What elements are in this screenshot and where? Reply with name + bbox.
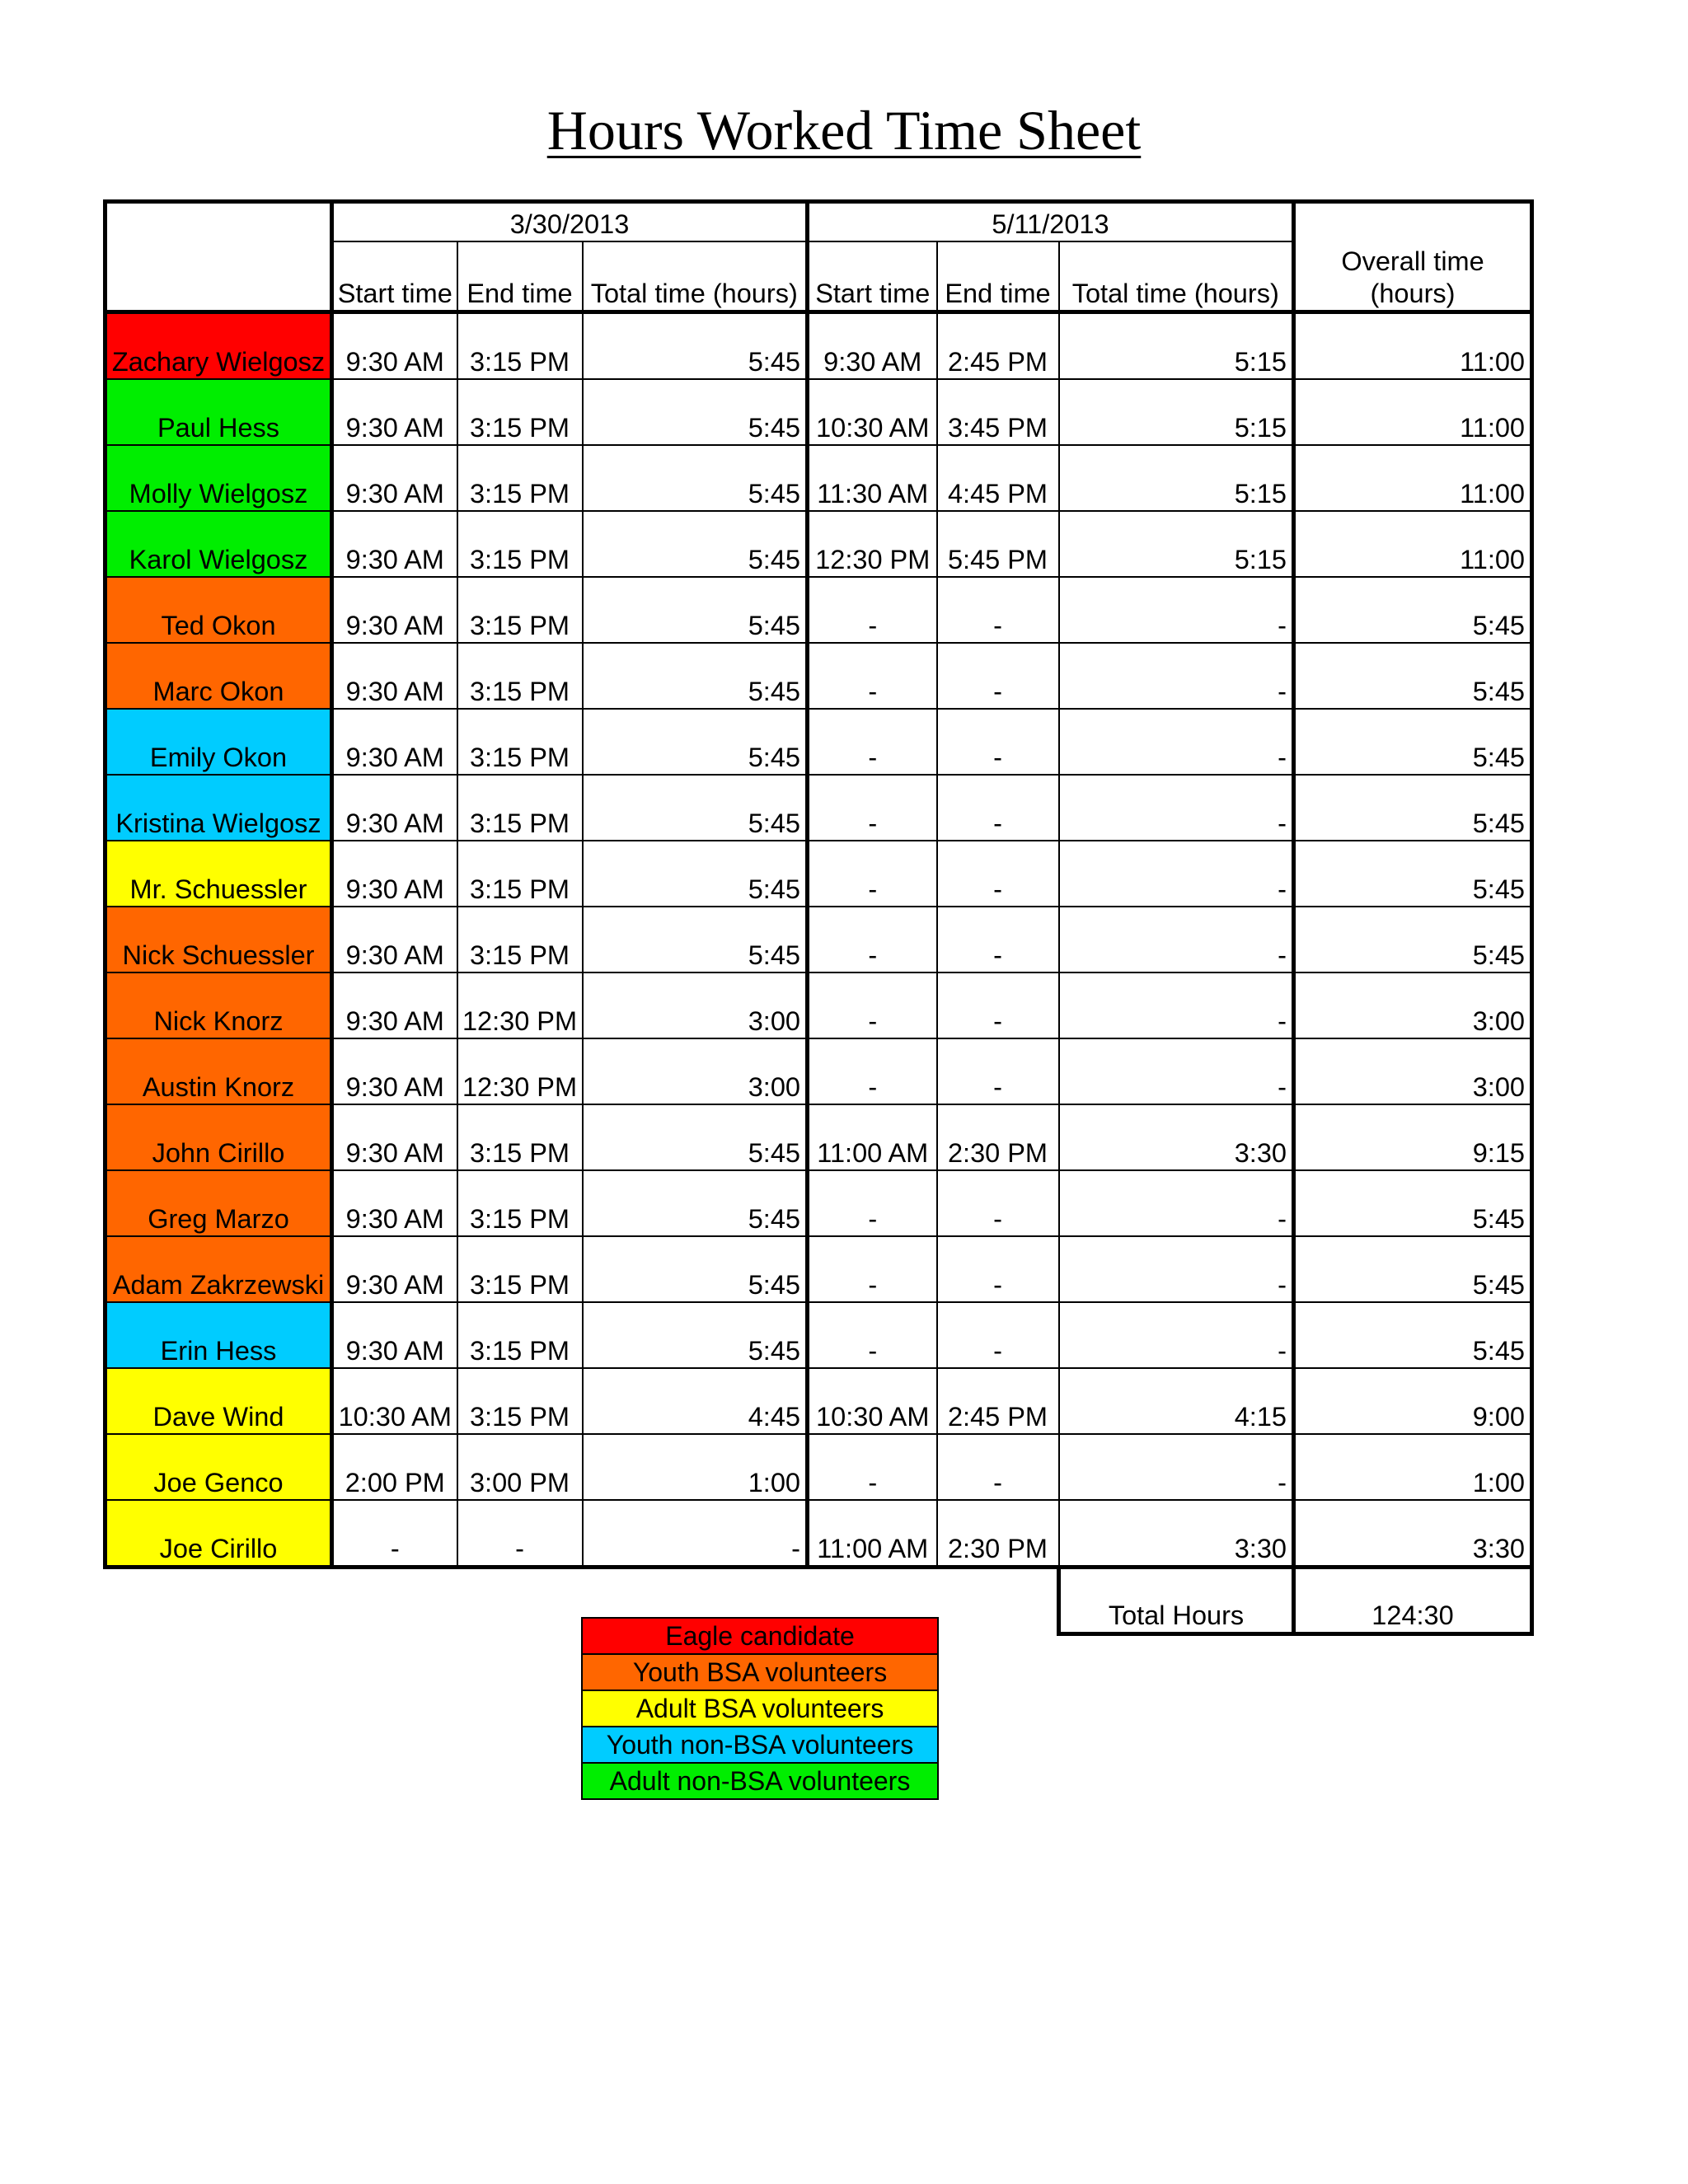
volunteer-name-cell: Dave Wind	[106, 1368, 332, 1434]
start-time-cell: 9:30 AM	[332, 643, 457, 709]
table-row	[106, 1236, 1532, 1302]
start-time-cell: 11:00 AM	[808, 1500, 937, 1568]
table-row	[106, 643, 1532, 709]
table-row	[106, 1434, 1532, 1500]
total-time-header-1: Total time (hours)	[583, 241, 808, 312]
overall-time-cell: 5:45	[1294, 775, 1532, 841]
total-time-cell: -	[1059, 1170, 1294, 1236]
overall-time-cell: 9:15	[1294, 1104, 1532, 1170]
start-time-cell: 9:30 AM	[332, 445, 457, 511]
legend-item: Youth non-BSA volunteers	[582, 1727, 938, 1763]
volunteer-name-cell: Greg Marzo	[106, 1170, 332, 1236]
end-time-cell: 2:45 PM	[937, 312, 1059, 380]
start-time-cell: 10:30 AM	[332, 1368, 457, 1434]
volunteer-name-cell: Nick Knorz	[106, 972, 332, 1038]
end-time-cell: -	[457, 1500, 583, 1568]
overall-time-cell: 5:45	[1294, 709, 1532, 775]
overall-time-cell: 5:45	[1294, 1170, 1532, 1236]
start-time-cell: 11:30 AM	[808, 445, 937, 511]
table-row	[106, 312, 1532, 380]
total-time-cell: 5:45	[583, 775, 808, 841]
total-time-cell: 3:30	[1059, 1104, 1294, 1170]
overall-time-cell: 5:45	[1294, 643, 1532, 709]
total-time-cell: 5:45	[583, 709, 808, 775]
total-time-cell: 5:45	[583, 445, 808, 511]
end-time-cell: 2:30 PM	[937, 1500, 1059, 1568]
total-time-cell: 5:45	[583, 511, 808, 577]
overall-time-cell: 5:45	[1294, 1236, 1532, 1302]
end-time-cell: -	[937, 709, 1059, 775]
overall-time-cell: 11:00	[1294, 511, 1532, 577]
start-time-cell: -	[808, 775, 937, 841]
title-text: Hours Worked Time Sheet	[546, 99, 1142, 162]
volunteer-name-cell: Joe Cirillo	[106, 1500, 332, 1568]
end-time-cell: 3:15 PM	[457, 379, 583, 445]
end-time-cell: 4:45 PM	[937, 445, 1059, 511]
total-time-cell: -	[1059, 775, 1294, 841]
legend-item: Adult non-BSA volunteers	[582, 1763, 938, 1799]
end-time-cell: -	[937, 1434, 1059, 1500]
start-time-cell: 12:30 PM	[808, 511, 937, 577]
end-time-cell: -	[937, 775, 1059, 841]
end-time-cell: 3:45 PM	[937, 379, 1059, 445]
header-corner-cell	[106, 202, 332, 312]
end-time-cell: 2:30 PM	[937, 1104, 1059, 1170]
end-time-cell: 3:15 PM	[457, 445, 583, 511]
total-time-cell: 5:45	[583, 1104, 808, 1170]
total-time-cell: -	[1059, 1236, 1294, 1302]
start-time-cell: -	[808, 841, 937, 907]
volunteer-name-cell: Karol Wielgosz	[106, 511, 332, 577]
start-time-cell: -	[808, 1302, 937, 1368]
table-row	[106, 1500, 1532, 1568]
start-time-cell: 10:30 AM	[808, 379, 937, 445]
total-time-cell: 5:15	[1059, 312, 1294, 380]
start-time-cell: -	[808, 643, 937, 709]
volunteer-name-cell: Joe Genco	[106, 1434, 332, 1500]
start-time-cell: -	[808, 577, 937, 643]
end-time-cell: 3:15 PM	[457, 577, 583, 643]
end-time-cell: -	[937, 841, 1059, 907]
end-time-cell: 3:15 PM	[457, 841, 583, 907]
end-time-cell: -	[937, 1038, 1059, 1104]
legend-item: Youth BSA volunteers	[582, 1654, 938, 1690]
overall-time-cell: 3:30	[1294, 1500, 1532, 1568]
overall-time-cell: 11:00	[1294, 312, 1532, 380]
total-time-header-2: Total time (hours)	[1059, 241, 1294, 312]
end-time-cell: -	[937, 1170, 1059, 1236]
total-time-cell: 5:45	[583, 1236, 808, 1302]
overall-time-cell: 3:00	[1294, 1038, 1532, 1104]
total-time-cell: -	[1059, 1302, 1294, 1368]
legend-row	[582, 1727, 938, 1763]
start-time-cell: -	[332, 1500, 457, 1568]
legend-row	[582, 1690, 938, 1727]
total-time-cell: 5:45	[583, 1302, 808, 1368]
total-time-cell: -	[1059, 643, 1294, 709]
table-row	[106, 1170, 1532, 1236]
start-time-cell: 9:30 AM	[332, 972, 457, 1038]
end-time-cell: -	[937, 1236, 1059, 1302]
start-time-cell: -	[808, 709, 937, 775]
total-time-cell: 3:00	[583, 972, 808, 1038]
table-row	[106, 379, 1532, 445]
total-time-cell: -	[1059, 907, 1294, 972]
end-time-cell: -	[937, 577, 1059, 643]
overall-time-cell: 3:00	[1294, 972, 1532, 1038]
total-time-cell: 5:45	[583, 312, 808, 380]
start-time-cell: 9:30 AM	[332, 379, 457, 445]
start-time-cell: 9:30 AM	[332, 511, 457, 577]
volunteer-name-cell: Emily Okon	[106, 709, 332, 775]
end-time-cell: 2:45 PM	[937, 1368, 1059, 1434]
start-time-cell: 11:00 AM	[808, 1104, 937, 1170]
overall-time-cell: 5:45	[1294, 1302, 1532, 1368]
table-row	[106, 907, 1532, 972]
volunteer-name-cell: Austin Knorz	[106, 1038, 332, 1104]
start-time-cell: -	[808, 972, 937, 1038]
start-time-cell: 9:30 AM	[332, 1104, 457, 1170]
start-time-cell: -	[808, 907, 937, 972]
total-time-cell: 5:15	[1059, 379, 1294, 445]
start-time-header-1: Start time	[332, 241, 457, 312]
end-time-cell: -	[937, 907, 1059, 972]
end-time-cell: 3:00 PM	[457, 1434, 583, 1500]
volunteer-name-cell: Zachary Wielgosz	[106, 312, 332, 380]
volunteer-name-cell: Ted Okon	[106, 577, 332, 643]
legend-row	[582, 1618, 938, 1654]
overall-time-cell: 11:00	[1294, 445, 1532, 511]
volunteer-name-cell: Nick Schuessler	[106, 907, 332, 972]
table-row	[106, 1368, 1532, 1434]
end-time-header-1: End time	[457, 241, 583, 312]
volunteer-name-cell: Adam Zakrzewski	[106, 1236, 332, 1302]
end-time-cell: 3:15 PM	[457, 1368, 583, 1434]
table-row	[106, 511, 1532, 577]
end-time-cell: 3:15 PM	[457, 511, 583, 577]
total-time-cell: -	[1059, 577, 1294, 643]
legend-item: Eagle candidate	[582, 1618, 938, 1654]
start-time-cell: -	[808, 1434, 937, 1500]
table-row	[106, 972, 1532, 1038]
start-time-cell: -	[808, 1170, 937, 1236]
total-time-cell: 5:45	[583, 379, 808, 445]
table-row	[106, 1302, 1532, 1368]
date-header-2: 5/11/2013	[808, 202, 1294, 242]
overall-time-cell: 9:00	[1294, 1368, 1532, 1434]
total-time-cell: 3:00	[583, 1038, 808, 1104]
total-time-cell: -	[583, 1500, 808, 1568]
total-time-cell: -	[1059, 1434, 1294, 1500]
end-time-cell: 12:30 PM	[457, 972, 583, 1038]
total-time-cell: 5:45	[583, 643, 808, 709]
end-time-cell: 3:15 PM	[457, 907, 583, 972]
total-time-cell: 5:15	[1059, 511, 1294, 577]
volunteer-name-cell: Erin Hess	[106, 1302, 332, 1368]
end-time-cell: 3:15 PM	[457, 709, 583, 775]
start-time-cell: 9:30 AM	[332, 907, 457, 972]
end-time-cell: 3:15 PM	[457, 1170, 583, 1236]
end-time-cell: 3:15 PM	[457, 775, 583, 841]
overall-time-cell: 11:00	[1294, 379, 1532, 445]
volunteer-name-cell: John Cirillo	[106, 1104, 332, 1170]
end-time-cell: 3:15 PM	[457, 312, 583, 380]
overall-time-cell: 5:45	[1294, 907, 1532, 972]
date-header-1: 3/30/2013	[332, 202, 808, 242]
color-legend	[581, 1617, 939, 1800]
start-time-cell: 9:30 AM	[332, 1236, 457, 1302]
start-time-cell: 9:30 AM	[332, 577, 457, 643]
total-time-cell: 5:45	[583, 841, 808, 907]
total-hours-value: 124:30	[1294, 1568, 1532, 1634]
end-time-cell: 12:30 PM	[457, 1038, 583, 1104]
total-time-cell: -	[1059, 972, 1294, 1038]
total-time-cell: -	[1059, 709, 1294, 775]
total-time-cell: 1:00	[583, 1434, 808, 1500]
total-time-cell: 3:30	[1059, 1500, 1294, 1568]
start-time-cell: 9:30 AM	[332, 841, 457, 907]
volunteer-name-cell: Kristina Wielgosz	[106, 775, 332, 841]
table-row	[106, 1038, 1532, 1104]
table-row	[106, 577, 1532, 643]
start-time-cell: 10:30 AM	[808, 1368, 937, 1434]
overall-time-header: Overall time (hours)	[1294, 202, 1532, 312]
end-time-cell: -	[937, 1302, 1059, 1368]
volunteer-name-cell: Paul Hess	[106, 379, 332, 445]
table-row	[106, 709, 1532, 775]
end-time-cell: 3:15 PM	[457, 1302, 583, 1368]
legend-row	[582, 1654, 938, 1690]
table-row	[106, 841, 1532, 907]
volunteer-name-cell: Marc Okon	[106, 643, 332, 709]
total-time-cell: -	[1059, 841, 1294, 907]
start-time-cell: 9:30 AM	[332, 1302, 457, 1368]
total-time-cell: -	[1059, 1038, 1294, 1104]
time-sheet	[103, 199, 1534, 1636]
start-time-cell: 9:30 AM	[808, 312, 937, 380]
start-time-cell: 9:30 AM	[332, 312, 457, 380]
end-time-cell: -	[937, 972, 1059, 1038]
start-time-cell: 2:00 PM	[332, 1434, 457, 1500]
page-title	[0, 97, 1688, 163]
legend-row	[582, 1763, 938, 1799]
table-row	[106, 1104, 1532, 1170]
end-time-cell: 3:15 PM	[457, 1104, 583, 1170]
total-time-cell: 4:45	[583, 1368, 808, 1434]
end-time-cell: -	[937, 643, 1059, 709]
end-time-cell: 3:15 PM	[457, 1236, 583, 1302]
start-time-cell: 9:30 AM	[332, 1170, 457, 1236]
volunteer-name-cell: Molly Wielgosz	[106, 445, 332, 511]
total-hours-label: Total Hours	[1059, 1568, 1294, 1634]
total-time-cell: 5:45	[583, 1170, 808, 1236]
start-time-cell: 9:30 AM	[332, 1038, 457, 1104]
table-row	[106, 775, 1532, 841]
start-time-cell: -	[808, 1038, 937, 1104]
start-time-header-2: Start time	[808, 241, 937, 312]
total-time-cell: 5:45	[583, 577, 808, 643]
table-row	[106, 445, 1532, 511]
time-sheet-table	[103, 199, 1534, 1636]
end-time-header-2: End time	[937, 241, 1059, 312]
overall-time-cell: 1:00	[1294, 1434, 1532, 1500]
volunteer-name-cell: Mr. Schuessler	[106, 841, 332, 907]
overall-time-cell: 5:45	[1294, 841, 1532, 907]
overall-time-cell: 5:45	[1294, 577, 1532, 643]
total-time-cell: 4:15	[1059, 1368, 1294, 1434]
start-time-cell: -	[808, 1236, 937, 1302]
legend-item: Adult BSA volunteers	[582, 1690, 938, 1727]
start-time-cell: 9:30 AM	[332, 709, 457, 775]
start-time-cell: 9:30 AM	[332, 775, 457, 841]
end-time-cell: 5:45 PM	[937, 511, 1059, 577]
end-time-cell: 3:15 PM	[457, 643, 583, 709]
total-time-cell: 5:45	[583, 907, 808, 972]
total-time-cell: 5:15	[1059, 445, 1294, 511]
